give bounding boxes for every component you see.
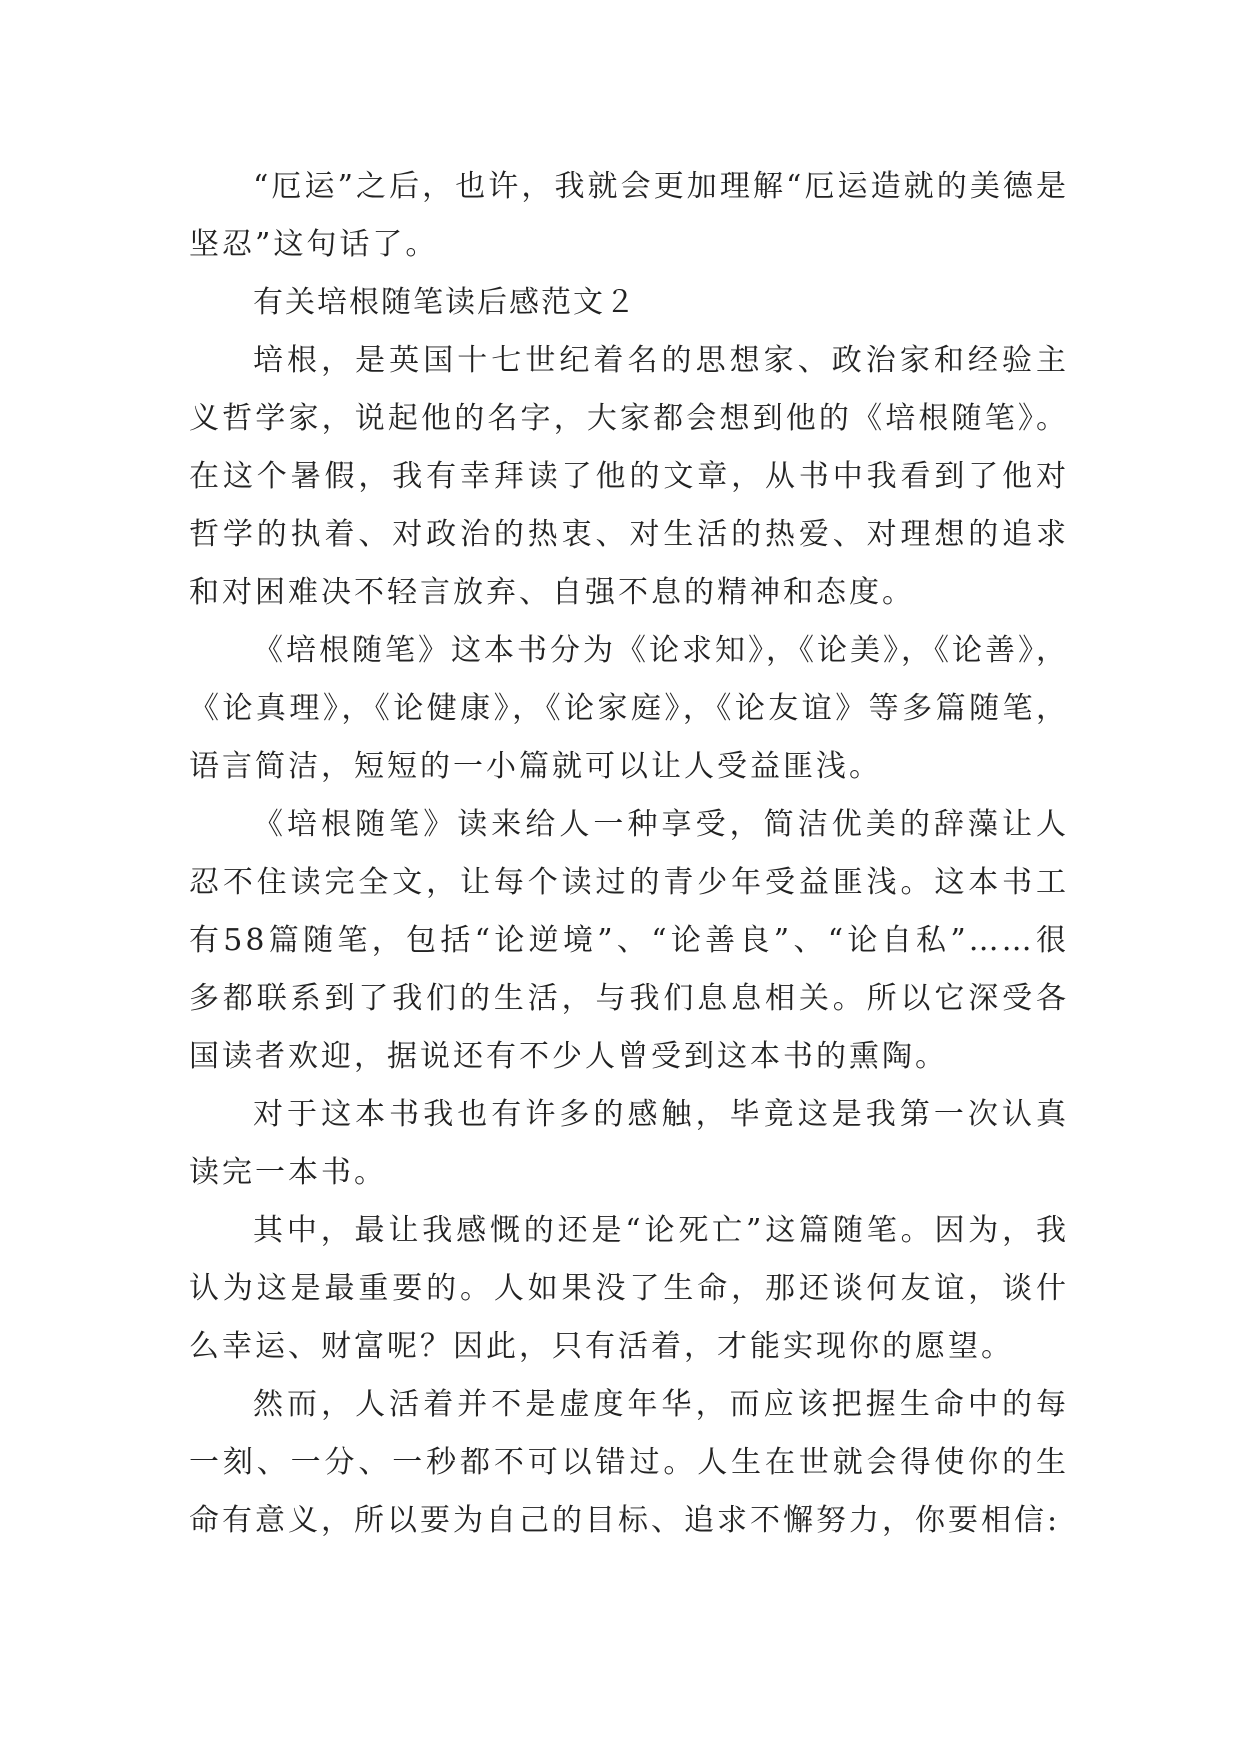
paragraph-5: 对于这本书我也有许多的感触，毕竟这是我第一次认真读完一本书。 xyxy=(189,1097,1069,1190)
paragraph-6: 其中，最让我感慨的还是“论死亡”这篇随笔。因为，我认为这是最重要的。人如果没了生命，那还谈何友谊，谈什么幸运、财富呢？因此，只有活着，才能实现你的愿望。 xyxy=(189,1213,1069,1364)
paragraph-4: 《培根随笔》读来给人一种享受，简洁优美的辞藻让人忍不住读完全文，让每个读过的青少年受益匪浅。这本书工有58篇随笔，包括“论逆境”、“论善良”、“论自私”……很多都联系到了我们的生活，与我们息息相关。所以它深受各国读者欢迎，据说还有不少人曾受到这本书的熏陶。 xyxy=(189,807,1069,1074)
document-body xyxy=(189,158,1069,1550)
section-heading: 有关培根随笔读后感范文２ xyxy=(253,285,637,320)
paragraph-7: 然而，人活着并不是虚度年华，而应该把握生命中的每一刻、一分、一秒都不可以错过。人生在世就会得使你的生命有意义，所以要为自己的目标、追求不懈努力，你要相信: xyxy=(189,1387,1069,1538)
paragraph-2: 培根，是英国十七世纪着名的思想家、政治家和经验主义哲学家，说起他的名字，大家都会想到他的《培根随笔》。在这个暑假，我有幸拜读了他的文章，从书中我看到了他对哲学的执着、对政治的热衷、对生活的热爱、对理想的追求和对困难决不轻言放弃、自强不息的精神和态度。 xyxy=(189,343,1069,610)
paragraph-1: “厄运”之后，也许，我就会更加理解“厄运造就的美德是坚忍”这句话了。 xyxy=(189,169,1069,262)
paragraph-3: 《培根随笔》这本书分为《论求知》，《论美》，《论善》，《论真理》，《论健康》，《论家庭》，《论友谊》等多篇随笔，语言简洁，短短的一小篇就可以让人受益匪浅。 xyxy=(189,633,1069,784)
